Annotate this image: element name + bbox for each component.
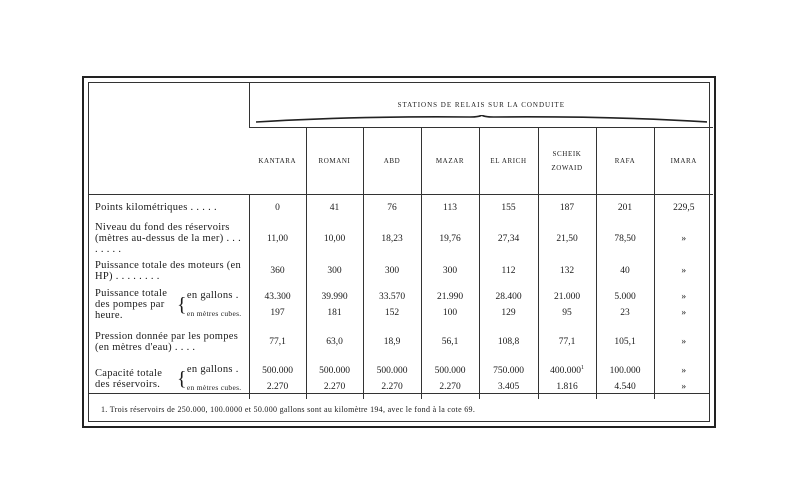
cell-niveau-5: 21,50 <box>538 221 596 257</box>
cell-pompes-0 <box>249 285 306 325</box>
station-imara: IMARA <box>654 128 713 195</box>
capacite-gallons-5 <box>539 365 596 376</box>
pompes-sub-gallons: en gallons . <box>186 289 239 301</box>
cell-moteurs-7: » <box>654 257 713 285</box>
pompes-m3-6: 23 <box>620 307 630 318</box>
station-abd: ABD <box>363 128 421 195</box>
cell-moteurs-0: 360 <box>249 257 306 285</box>
cell-points-7: 229,5 <box>654 195 713 221</box>
cell-moteurs-1: 300 <box>306 257 363 285</box>
capacite-label-main: Capacité totale des réservoirs. <box>95 367 163 390</box>
cell-moteurs-3: 300 <box>421 257 479 285</box>
brace-icon: { <box>177 293 187 316</box>
pompes-m3-0: 197 <box>270 307 285 318</box>
row-label-pression: Pression donnée par les pompes (en mètres d'eau) . . . . <box>95 330 239 353</box>
cell-points-1: 41 <box>306 195 363 221</box>
pompes-m3-1: 181 <box>327 307 342 318</box>
pompes-gallons-4: 28.400 <box>495 291 522 302</box>
cell-points-3: 113 <box>421 195 479 221</box>
pompes-m3-3: 100 <box>442 307 458 318</box>
capacite-m3-0: 2.270 <box>266 381 289 392</box>
footnote-mark: 1 <box>580 364 584 371</box>
cell-niveau-6: 78,50 <box>596 221 654 257</box>
cell-moteurs-6: 40 <box>596 257 654 285</box>
capacite-m3-2: 2.270 <box>381 381 403 392</box>
cell-pression-6: 105,1 <box>596 325 654 359</box>
cell-niveau-4: 27,34 <box>479 221 538 257</box>
pompes-gallons-2: 33.570 <box>378 291 406 302</box>
capacite-gallons-6: 100.000 <box>609 365 641 376</box>
cell-pression-0: 77,1 <box>249 325 306 359</box>
row-label-pompes <box>89 285 249 325</box>
table-frame <box>82 76 716 428</box>
pompes-gallons-1: 39.990 <box>321 291 348 302</box>
cell-pression-7: » <box>654 325 713 359</box>
capacite-gallons-3: 500.000 <box>434 365 466 376</box>
pompes-m3-4: 129 <box>501 307 516 318</box>
cell-moteurs-4: 112 <box>479 257 538 285</box>
capacite-m3-5: 1.816 <box>556 382 578 393</box>
cell-points-4: 155 <box>479 195 538 221</box>
stations-title: STATIONS DE RELAIS SUR LA CONDUITE <box>397 101 565 109</box>
cell-points-0: 0 <box>249 195 306 221</box>
corner-cell <box>89 83 249 195</box>
cell-niveau-0: 11,00 <box>249 221 306 257</box>
station-romani: ROMANI <box>306 128 363 195</box>
pompes-gallons-7: » <box>681 291 687 302</box>
brace-decoration <box>256 115 708 123</box>
cell-pression-4: 108,8 <box>479 325 538 359</box>
cell-pression-5: 77,1 <box>538 325 596 359</box>
station-rafa: RAFA <box>596 128 654 195</box>
cell-pompes-4 <box>479 285 538 325</box>
capacite-sub-metres: en mètres cubes. <box>186 382 242 392</box>
cell-pompes-2 <box>363 285 421 325</box>
row-label-points: Points kilométriques . . . . . <box>95 202 217 214</box>
capacite-gallons-4: 750.000 <box>493 365 524 376</box>
pompes-gallons-0: 43.300 <box>264 291 291 302</box>
cell-points-2: 76 <box>363 195 421 221</box>
cell-niveau-3: 19,76 <box>421 221 479 257</box>
capacite-gallons-5-value: 400.000 <box>550 366 581 377</box>
cell-points-6: 201 <box>596 195 654 221</box>
pompes-m3-2: 152 <box>384 307 400 318</box>
cell-moteurs-5: 132 <box>538 257 596 285</box>
pompes-gallons-5: 21.000 <box>553 291 581 302</box>
capacite-gallons-2: 500.000 <box>376 365 408 376</box>
cell-niveau-1: 10,00 <box>306 221 363 257</box>
cell-pompes-7 <box>654 285 713 325</box>
footnote: 1. Trois réservoirs de 250.000, 100.0000 et 50.000 gallons sont au kilomètre 194, avec le fond à la cote 69. <box>101 405 476 414</box>
station-mazar: MAZAR <box>421 128 479 195</box>
capacite-m3-3: 2.270 <box>439 381 461 392</box>
station-el-arich: EL ARICH <box>479 128 538 195</box>
cell-pompes-5 <box>538 285 596 325</box>
stations-header <box>249 83 713 128</box>
capacite-gallons-0: 500.000 <box>262 365 293 376</box>
capacite-sub-gallons: en gallons . <box>186 363 239 375</box>
cell-pompes-1 <box>306 285 363 325</box>
brace-icon: { <box>177 367 187 390</box>
capacite-m3-4: 3.405 <box>497 381 520 392</box>
cell-niveau-7: » <box>654 221 713 257</box>
data-table <box>89 83 713 399</box>
row-label-puissance-moteurs: Puissance totale des moteurs (en HP) . . . . . . . . <box>95 259 242 282</box>
pompes-m3-7: » <box>681 307 687 318</box>
cell-pompes-6 <box>596 285 654 325</box>
station-scheik-zowaid: SCHEIK ZOWAID <box>538 128 596 195</box>
capacite-m3-6: 4.540 <box>614 381 636 392</box>
cell-pression-2: 18,9 <box>363 325 421 359</box>
cell-moteurs-2: 300 <box>363 257 421 285</box>
capacite-m3-7: » <box>681 381 687 392</box>
cell-niveau-2: 18,23 <box>363 221 421 257</box>
pompes-gallons-3: 21.990 <box>436 291 464 302</box>
capacite-m3-1: 2.270 <box>323 381 346 392</box>
pompes-m3-5: 95 <box>562 307 572 318</box>
cell-points-5: 187 <box>538 195 596 221</box>
capacite-gallons-1: 500.000 <box>319 365 350 376</box>
cell-pression-3: 56,1 <box>421 325 479 359</box>
capacite-gallons-7: » <box>681 365 687 376</box>
table-inner-border <box>88 82 710 422</box>
pompes-label-main: Puissance totale des pompes par heure. <box>95 288 168 321</box>
row-label-niveau: Niveau du fond des réservoirs (mètres au-dessus de la mer) . . . . . . . . <box>95 222 242 255</box>
pompes-sub-metres: en mètres cubes. <box>186 308 242 318</box>
pompes-gallons-6: 5.000 <box>614 291 636 302</box>
cell-pression-1: 63,0 <box>306 325 363 359</box>
station-kantara: KANTARA <box>249 128 306 195</box>
footnote-divider <box>89 393 709 394</box>
cell-pompes-3 <box>421 285 479 325</box>
